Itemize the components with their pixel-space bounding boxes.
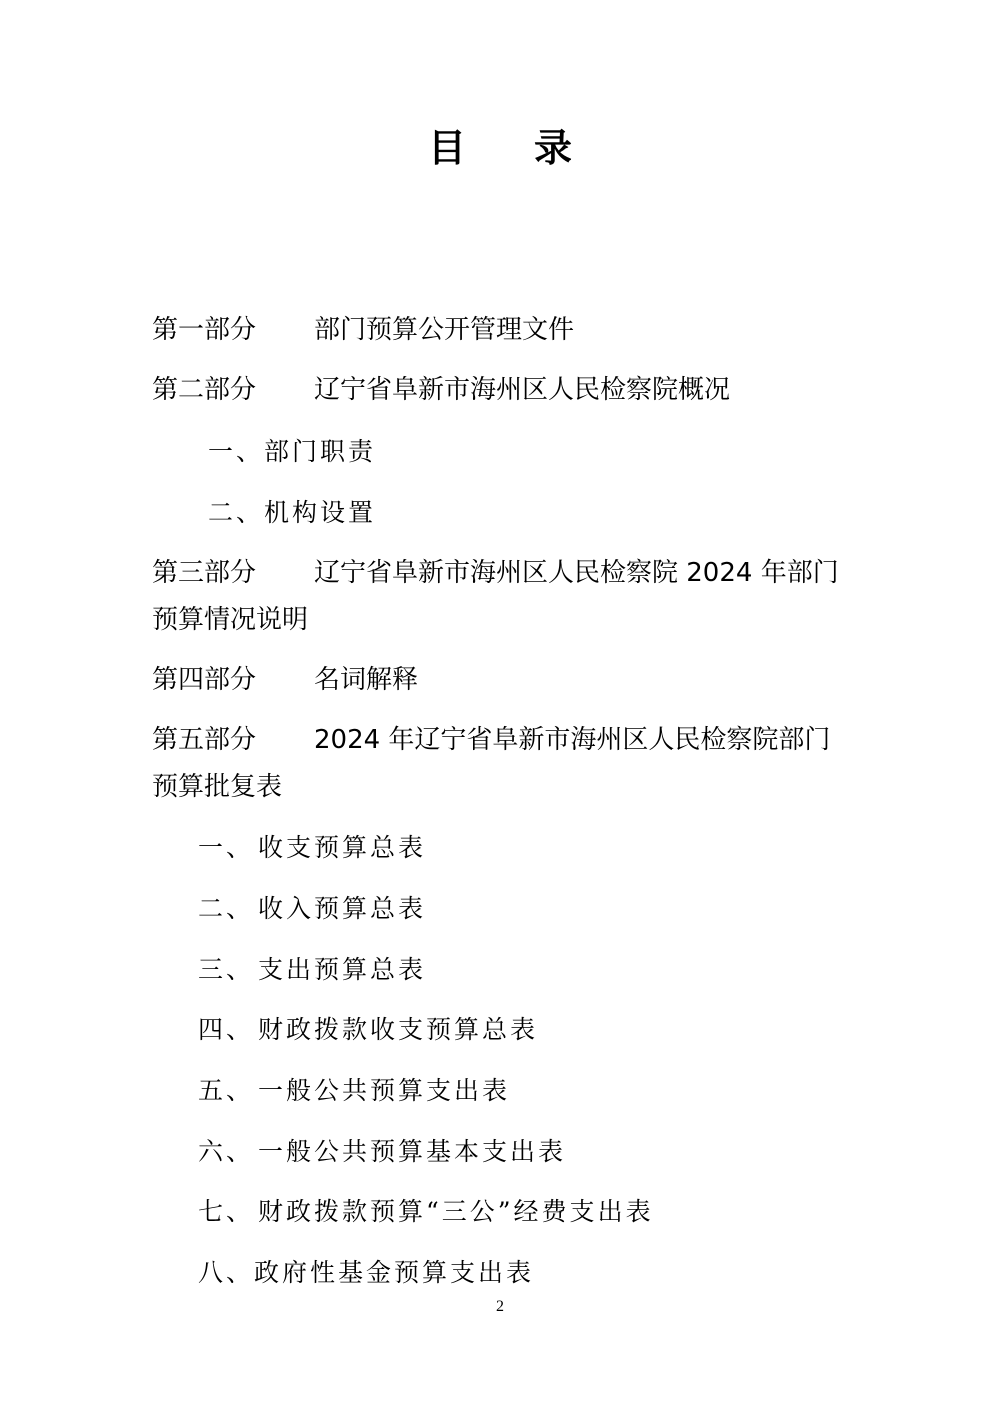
toc-sub-text: 机构设置 bbox=[264, 498, 377, 527]
toc-sub-number: 三、 bbox=[198, 955, 255, 984]
toc-sub-text: 财政拨款预算“三公”经费支出表 bbox=[258, 1197, 654, 1226]
toc-part-name: 2024 年辽宁省阜新市海州区人民检察院部门 bbox=[314, 725, 831, 755]
toc-part-name: 名词解释 bbox=[314, 665, 419, 695]
toc-part-label: 第三部分 bbox=[152, 558, 257, 588]
toc-sub-text: 一般公共预算支出表 bbox=[258, 1076, 511, 1105]
page-title: 目录 bbox=[427, 126, 640, 170]
toc-sub-item bbox=[198, 1071, 510, 1111]
toc-sub-item bbox=[198, 1192, 654, 1232]
toc-sub-item bbox=[198, 950, 426, 990]
toc-sub-number: 一、 bbox=[198, 833, 255, 862]
toc-sub-item bbox=[198, 828, 426, 868]
toc-sub-number: 七、 bbox=[198, 1197, 255, 1226]
toc-part-3-continued bbox=[152, 597, 308, 644]
toc-sub-text: 一般公共预算基本支出表 bbox=[258, 1137, 567, 1166]
toc-sub-text: 支出预算总表 bbox=[258, 955, 427, 984]
toc-sub-text: 政府性基金预算支出表 bbox=[254, 1258, 535, 1287]
toc-part-name: 辽宁省阜新市海州区人民检察院概况 bbox=[314, 375, 731, 405]
toc-part-5 bbox=[152, 717, 830, 764]
toc-part-name-continued: 预算情况说明 bbox=[152, 605, 309, 635]
toc-sub-text: 财政拨款收支预算总表 bbox=[258, 1015, 539, 1044]
toc-sub-text: 部门职责 bbox=[264, 437, 377, 466]
toc-part-label: 第二部分 bbox=[152, 375, 257, 405]
toc-part-5-continued bbox=[152, 764, 282, 811]
toc-sub-number: 四、 bbox=[198, 1015, 255, 1044]
toc-sub-text: 收入预算总表 bbox=[258, 894, 427, 923]
toc-sub-number: 一、 bbox=[208, 437, 265, 466]
toc-sub-number: 八、 bbox=[198, 1258, 255, 1287]
toc-part-label: 第一部分 bbox=[152, 315, 257, 345]
toc-sub-number: 五、 bbox=[198, 1076, 255, 1105]
toc-sub-number: 二、 bbox=[208, 498, 265, 527]
toc-sub-item bbox=[208, 493, 376, 533]
page-number: 2 bbox=[496, 1298, 504, 1315]
toc-part-4 bbox=[152, 657, 418, 704]
toc-sub-item bbox=[198, 1132, 566, 1172]
toc-sub-item bbox=[198, 1010, 538, 1050]
toc-part-label: 第五部分 bbox=[152, 725, 257, 755]
toc-sub-number: 二、 bbox=[198, 894, 255, 923]
toc-sub-item bbox=[208, 432, 376, 472]
toc-part-name-continued: 预算批复表 bbox=[152, 772, 283, 802]
toc-sub-text: 收支预算总表 bbox=[258, 833, 427, 862]
toc-part-name: 部门预算公开管理文件 bbox=[314, 315, 575, 345]
toc-sub-number: 六、 bbox=[198, 1137, 255, 1166]
toc-sub-item bbox=[198, 889, 426, 929]
toc-part-3 bbox=[152, 550, 839, 597]
toc-sub-item bbox=[198, 1253, 534, 1293]
toc-part-label: 第四部分 bbox=[152, 665, 257, 695]
toc-part-2 bbox=[152, 367, 730, 414]
toc-part-name: 辽宁省阜新市海州区人民检察院 2024 年部门 bbox=[314, 558, 839, 588]
toc-part-1 bbox=[152, 307, 574, 354]
